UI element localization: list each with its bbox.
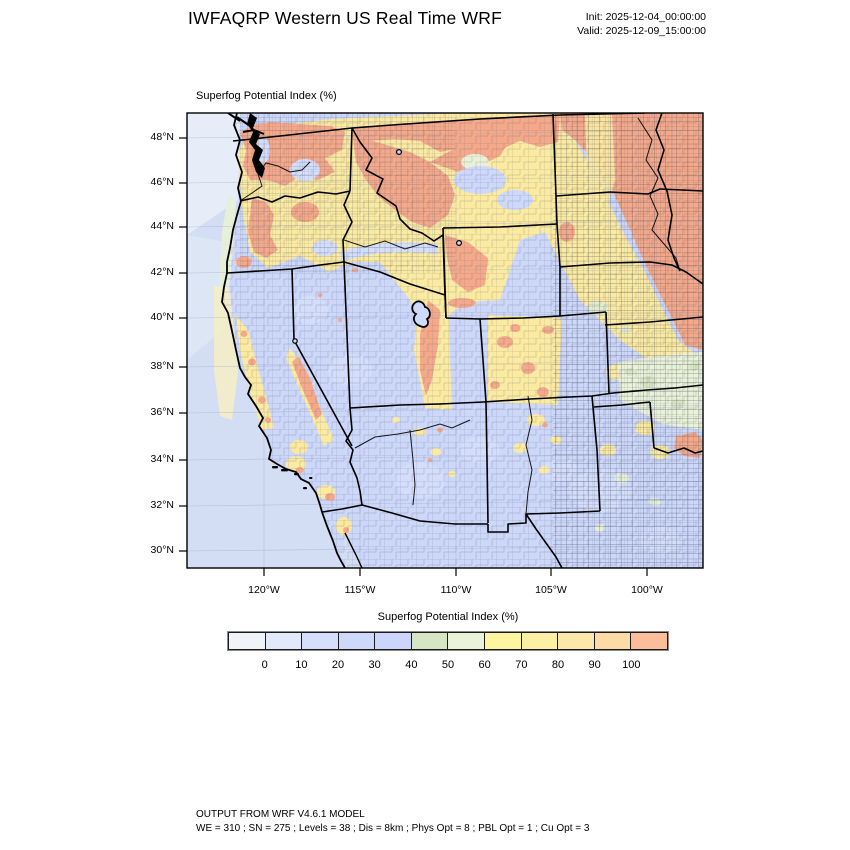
- lon-tick-label: 120°W: [248, 584, 280, 596]
- lat-tick-label: 48°N: [150, 131, 174, 143]
- colorbar-cell: [522, 633, 559, 649]
- lon-tick-label: 100°W: [631, 584, 663, 596]
- colorbar-cell: [302, 633, 339, 649]
- colorbar: [228, 632, 668, 650]
- map-canvas: [170, 105, 715, 583]
- colorbar-cell: [375, 633, 412, 649]
- colorbar-cell: [229, 633, 266, 649]
- colorbar-title: Superfog Potential Index (%): [377, 611, 519, 623]
- colorbar-tick-label: 30: [368, 659, 381, 671]
- colorbar-cell: [412, 633, 449, 649]
- colorbar-tick-label: 60: [478, 659, 491, 671]
- colorbar-tick-label: 50: [441, 659, 455, 671]
- lon-tick-label: 105°W: [535, 584, 567, 596]
- page-title: IWFAQRP Western US Real Time WRF: [188, 8, 502, 28]
- lat-tick-label: 40°N: [150, 311, 174, 323]
- lat-tick-label: 42°N: [150, 266, 174, 278]
- colorbar-tick-label: 80: [551, 659, 565, 671]
- lat-tick-label: 30°N: [150, 544, 174, 556]
- colorbar-cell: [595, 633, 632, 649]
- lat-tick-label: 46°N: [150, 176, 174, 188]
- init-valid-block: [450, 10, 706, 38]
- lat-tick-label: 44°N: [150, 220, 174, 232]
- lat-tick-label: 34°N: [150, 453, 174, 465]
- colorbar-cell: [266, 633, 303, 649]
- colorbar-cell: [631, 633, 667, 649]
- colorbar-tick-label: 40: [405, 659, 418, 671]
- model-info: [196, 808, 589, 835]
- colorbar-tick-label: 0: [261, 659, 268, 671]
- lat-tick-label: 36°N: [150, 406, 174, 418]
- colorbar-tick-label: 70: [515, 659, 528, 671]
- colorbar-tick-label: 90: [588, 659, 601, 671]
- colorbar-tick-label: 100: [622, 659, 641, 671]
- lat-tick-label: 32°N: [150, 499, 174, 511]
- model-info-line2: WE = 310 ; SN = 275 ; Levels = 38 ; Dis = 8km ; Phys Opt = 8 ; PBL Opt = 1 ; Cu Opt = 3: [196, 822, 590, 834]
- colorbar-tick-label: 10: [295, 659, 308, 671]
- map-field-label: Superfog Potential Index (%): [196, 90, 337, 102]
- lon-tick-label: 110°W: [440, 584, 472, 596]
- lat-tick-label: 38°N: [150, 360, 174, 372]
- colorbar-cell: [485, 633, 522, 649]
- colorbar-cell: [339, 633, 376, 649]
- lon-tick-label: 115°W: [344, 584, 376, 596]
- colorbar-cell: [558, 633, 595, 649]
- init-time: Init: 2025-12-04_00:00:00: [585, 11, 706, 23]
- valid-time: Valid: 2025-12-09_15:00:00: [577, 25, 706, 37]
- colorbar-tick-label: 20: [331, 659, 345, 671]
- model-info-line1: OUTPUT FROM WRF V4.6.1 MODEL: [196, 809, 365, 820]
- colorbar-cell: [448, 633, 485, 649]
